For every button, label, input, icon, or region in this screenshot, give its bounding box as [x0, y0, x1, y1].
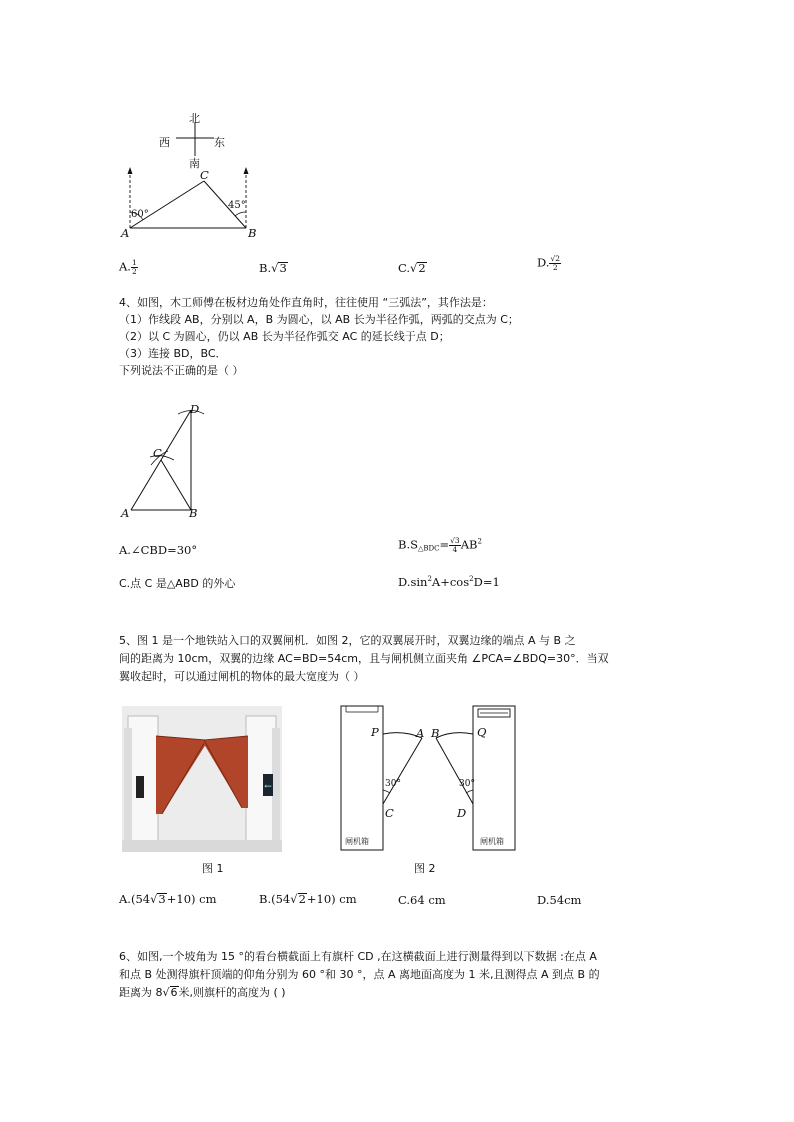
- fig5-angle-right: 30°: [459, 779, 475, 789]
- figure1-caption: 图 1: [202, 862, 224, 875]
- compass-south: 南: [189, 157, 200, 170]
- fig4-label-d: D: [190, 402, 200, 416]
- q3-option-d[interactable]: D. $\frac{√2}{2}$: [537, 254, 561, 272]
- fig5-angle-left: 30°: [385, 779, 401, 789]
- q5-text-line3: 翼收起时，可以通过闸机的物体的最大宽度为（ ）: [119, 670, 365, 683]
- q3-option-b[interactable]: B.√3: [259, 261, 287, 275]
- turnstile-photo: [122, 706, 282, 852]
- q4-text-line4: （3）连接 BD，BC．: [119, 347, 227, 360]
- fig3-angle-60: 60°: [131, 209, 149, 220]
- q4-text-line1: 4、如图，木工师傅在板材边角处作直角时，往往使用 “三弧法”，其作法是：: [119, 296, 493, 309]
- fig3-label-b: B: [248, 226, 257, 240]
- fig5-label-p: P: [371, 725, 379, 739]
- fig5-label-c: C: [385, 806, 394, 820]
- compass-east: 东: [214, 136, 225, 149]
- q5-option-a[interactable]: A.(54√3+10) cm: [119, 892, 217, 906]
- svg-text:←: ←: [264, 782, 272, 792]
- q3-option-c[interactable]: C.√2: [398, 261, 426, 275]
- q5-option-b[interactable]: B.(54√2+10) cm: [259, 892, 357, 906]
- q5-option-c[interactable]: C.64 cm: [398, 893, 446, 907]
- q6-text-line2: 和点 B 处测得旗杆顶端的仰角分别为 60 °和 30 °，点 A 离地面高度为 1 米,且测得点 A 到点 B 的: [119, 968, 600, 981]
- fig3-label-c: C: [200, 168, 209, 182]
- fig5-label-d: D: [457, 806, 467, 820]
- fig3-label-a: A: [121, 226, 130, 240]
- q6-text-line1: 6、如图,一个坡角为 15 °的看台横截面上有旗杆 CD ,在这横截面上进行测量得到以下数据 :在点 A: [119, 950, 597, 963]
- figure2-caption: 图 2: [414, 862, 436, 875]
- q4-text-line2: （1）作线段 AB，分别以 A，B 为圆心，以 AB 长为半径作弧，两弧的交点为 C；: [119, 313, 519, 326]
- gate-box-right-label: 闸机箱: [480, 837, 504, 846]
- fig4-label-b: B: [189, 506, 198, 520]
- q5-text-line1: 5、图 1 是一个地铁站入口的双翼闸机．如图 2，它的双翼展开时，双翼边缘的端点 A 与 B 之: [119, 634, 576, 647]
- three-arc-figure: [118, 400, 218, 520]
- q3-option-a[interactable]: A. $\frac{1}{2}$: [119, 258, 137, 276]
- fig5-label-a: A: [416, 726, 425, 740]
- fig4-label-a: A: [121, 506, 130, 520]
- fig5-label-b: B: [431, 726, 440, 740]
- q4-option-a[interactable]: A.∠CBD=30°: [119, 543, 198, 557]
- q4-option-d[interactable]: $D.\sin^2A+\cos^2D=1$: [398, 575, 500, 589]
- q4-option-b[interactable]: B.S△BDC= $\frac{√3}{4}$ $AB^2$: [398, 536, 482, 554]
- q4-text-line3: （2）以 C 为圆心，仍以 AB 长为半径作弧交 AC 的延长线于点 D；: [119, 330, 450, 343]
- q4-text-line5: 下列说法不正确的是（ ）: [119, 364, 244, 377]
- gate-box-left-label: 闸机箱: [345, 837, 369, 846]
- q5-option-d[interactable]: D.54cm: [537, 893, 582, 907]
- q4-option-c[interactable]: C.点 C 是△ABD 的外心: [119, 577, 236, 590]
- fig3-angle-45: 45°: [228, 200, 246, 211]
- q5-text-line2: 间的距离为 10cm，双翼的边缘 AC=BD=54cm，且与闸机侧立面夹角 ∠PCA=∠BDQ=30°．当双: [119, 652, 609, 665]
- compass-north: 北: [189, 112, 200, 125]
- compass-west: 西: [159, 136, 170, 149]
- q6-text-line3: 距离为 8√6米,则旗杆的高度为 ( ): [119, 986, 286, 999]
- fig5-label-q: Q: [477, 725, 487, 739]
- fig4-label-c: C: [153, 446, 162, 460]
